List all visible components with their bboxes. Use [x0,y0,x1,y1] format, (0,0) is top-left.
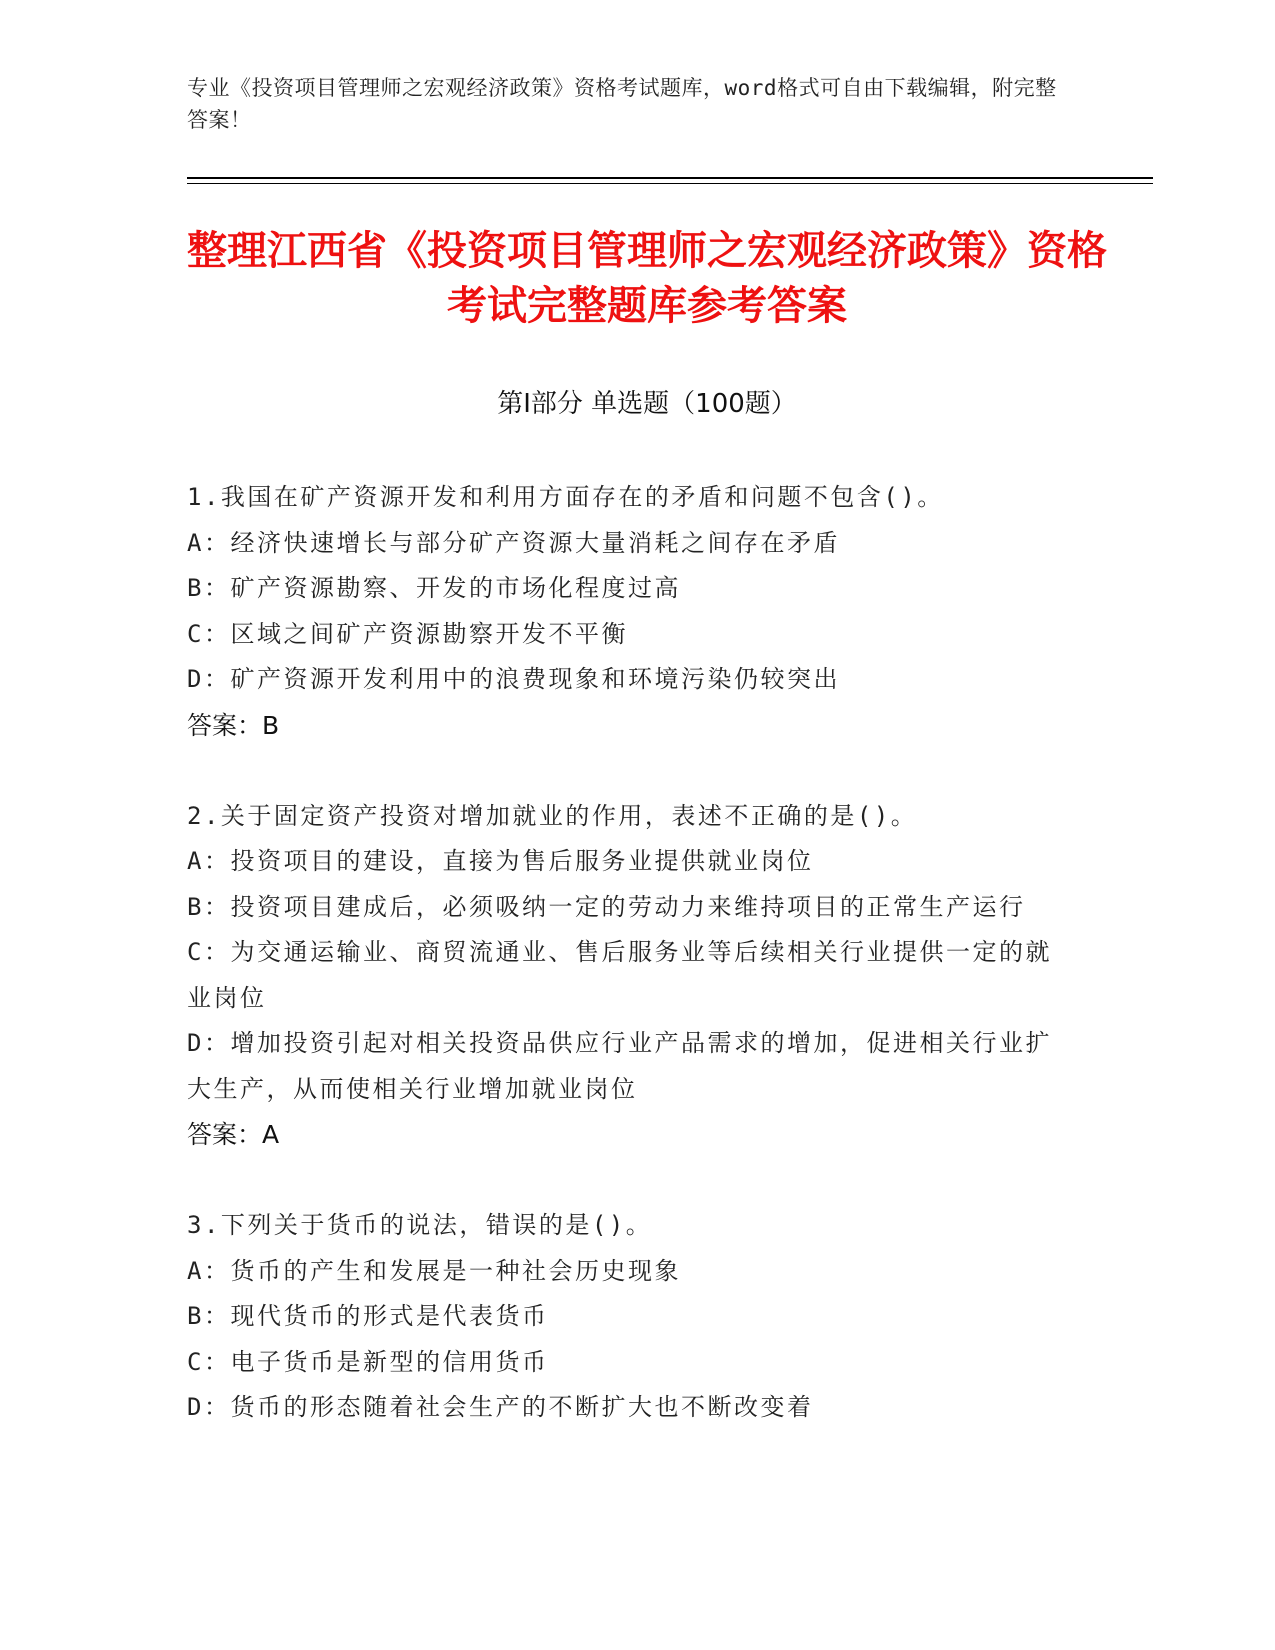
answer: 答案：A [187,1120,280,1149]
document-title: 整理江西省《投资项目管理师之宏观经济政策》资格考试完整题库参考答案 [187,228,1107,329]
section-heading: 第I部分 单选题（100题） [497,389,797,419]
question-list [187,475,1067,1477]
question-1 [187,475,1067,748]
question-stem: 3.下列关于货币的说法，错误的是()。 [187,1211,653,1239]
header-rule-thick [187,177,1153,179]
question-stem: 1.我国在矿产资源开发和利用方面存在的矛盾和问题不包含()。 [187,483,944,511]
question-stem: 2.关于固定资产投资对增加就业的作用，表述不正确的是()。 [187,801,918,830]
option-c: C：为交通运输业、商贸流通业、售后服务业等后续相关行业提供一定的就业岗位 [187,938,1052,1012]
option-d: D：矿产资源开发利用中的浪费现象和环境污染仍较突出 [187,665,840,693]
option-b: B：矿产资源勘察、开发的市场化程度过高 [187,574,681,602]
option-d: D：增加投资引起对相关投资品供应行业产品需求的增加，促进相关行业扩大生产，从而使相关行业增加就业岗位 [187,1029,1052,1103]
header-note: 专业《投资项目管理师之宏观经济政策》资格考试题库，word格式可自由下载编辑，附完整答案！ [187,76,1057,132]
option-a: A：货币的产生和发展是一种社会历史现象 [187,1256,681,1285]
option-b: B：投资项目建成后，必须吸纳一定的劳动力来维持项目的正常生产运行 [187,892,1026,921]
option-b: B：现代货币的形式是代表货币 [187,1302,549,1330]
answer: 答案：B [187,710,280,740]
option-c: C：电子货币是新型的信用货币 [187,1347,549,1376]
option-a: A：经济快速增长与部分矿产资源大量消耗之间存在矛盾 [187,528,840,557]
question-2 [187,794,1067,1158]
option-c: C：区域之间矿产资源勘察开发不平衡 [187,619,628,648]
option-a: A：投资项目的建设，直接为售后服务业提供就业岗位 [187,847,814,875]
question-3 [187,1203,1067,1431]
option-d: D：货币的形态随着社会生产的不断扩大也不断改变着 [187,1393,814,1421]
header-rule-thin [187,183,1153,184]
